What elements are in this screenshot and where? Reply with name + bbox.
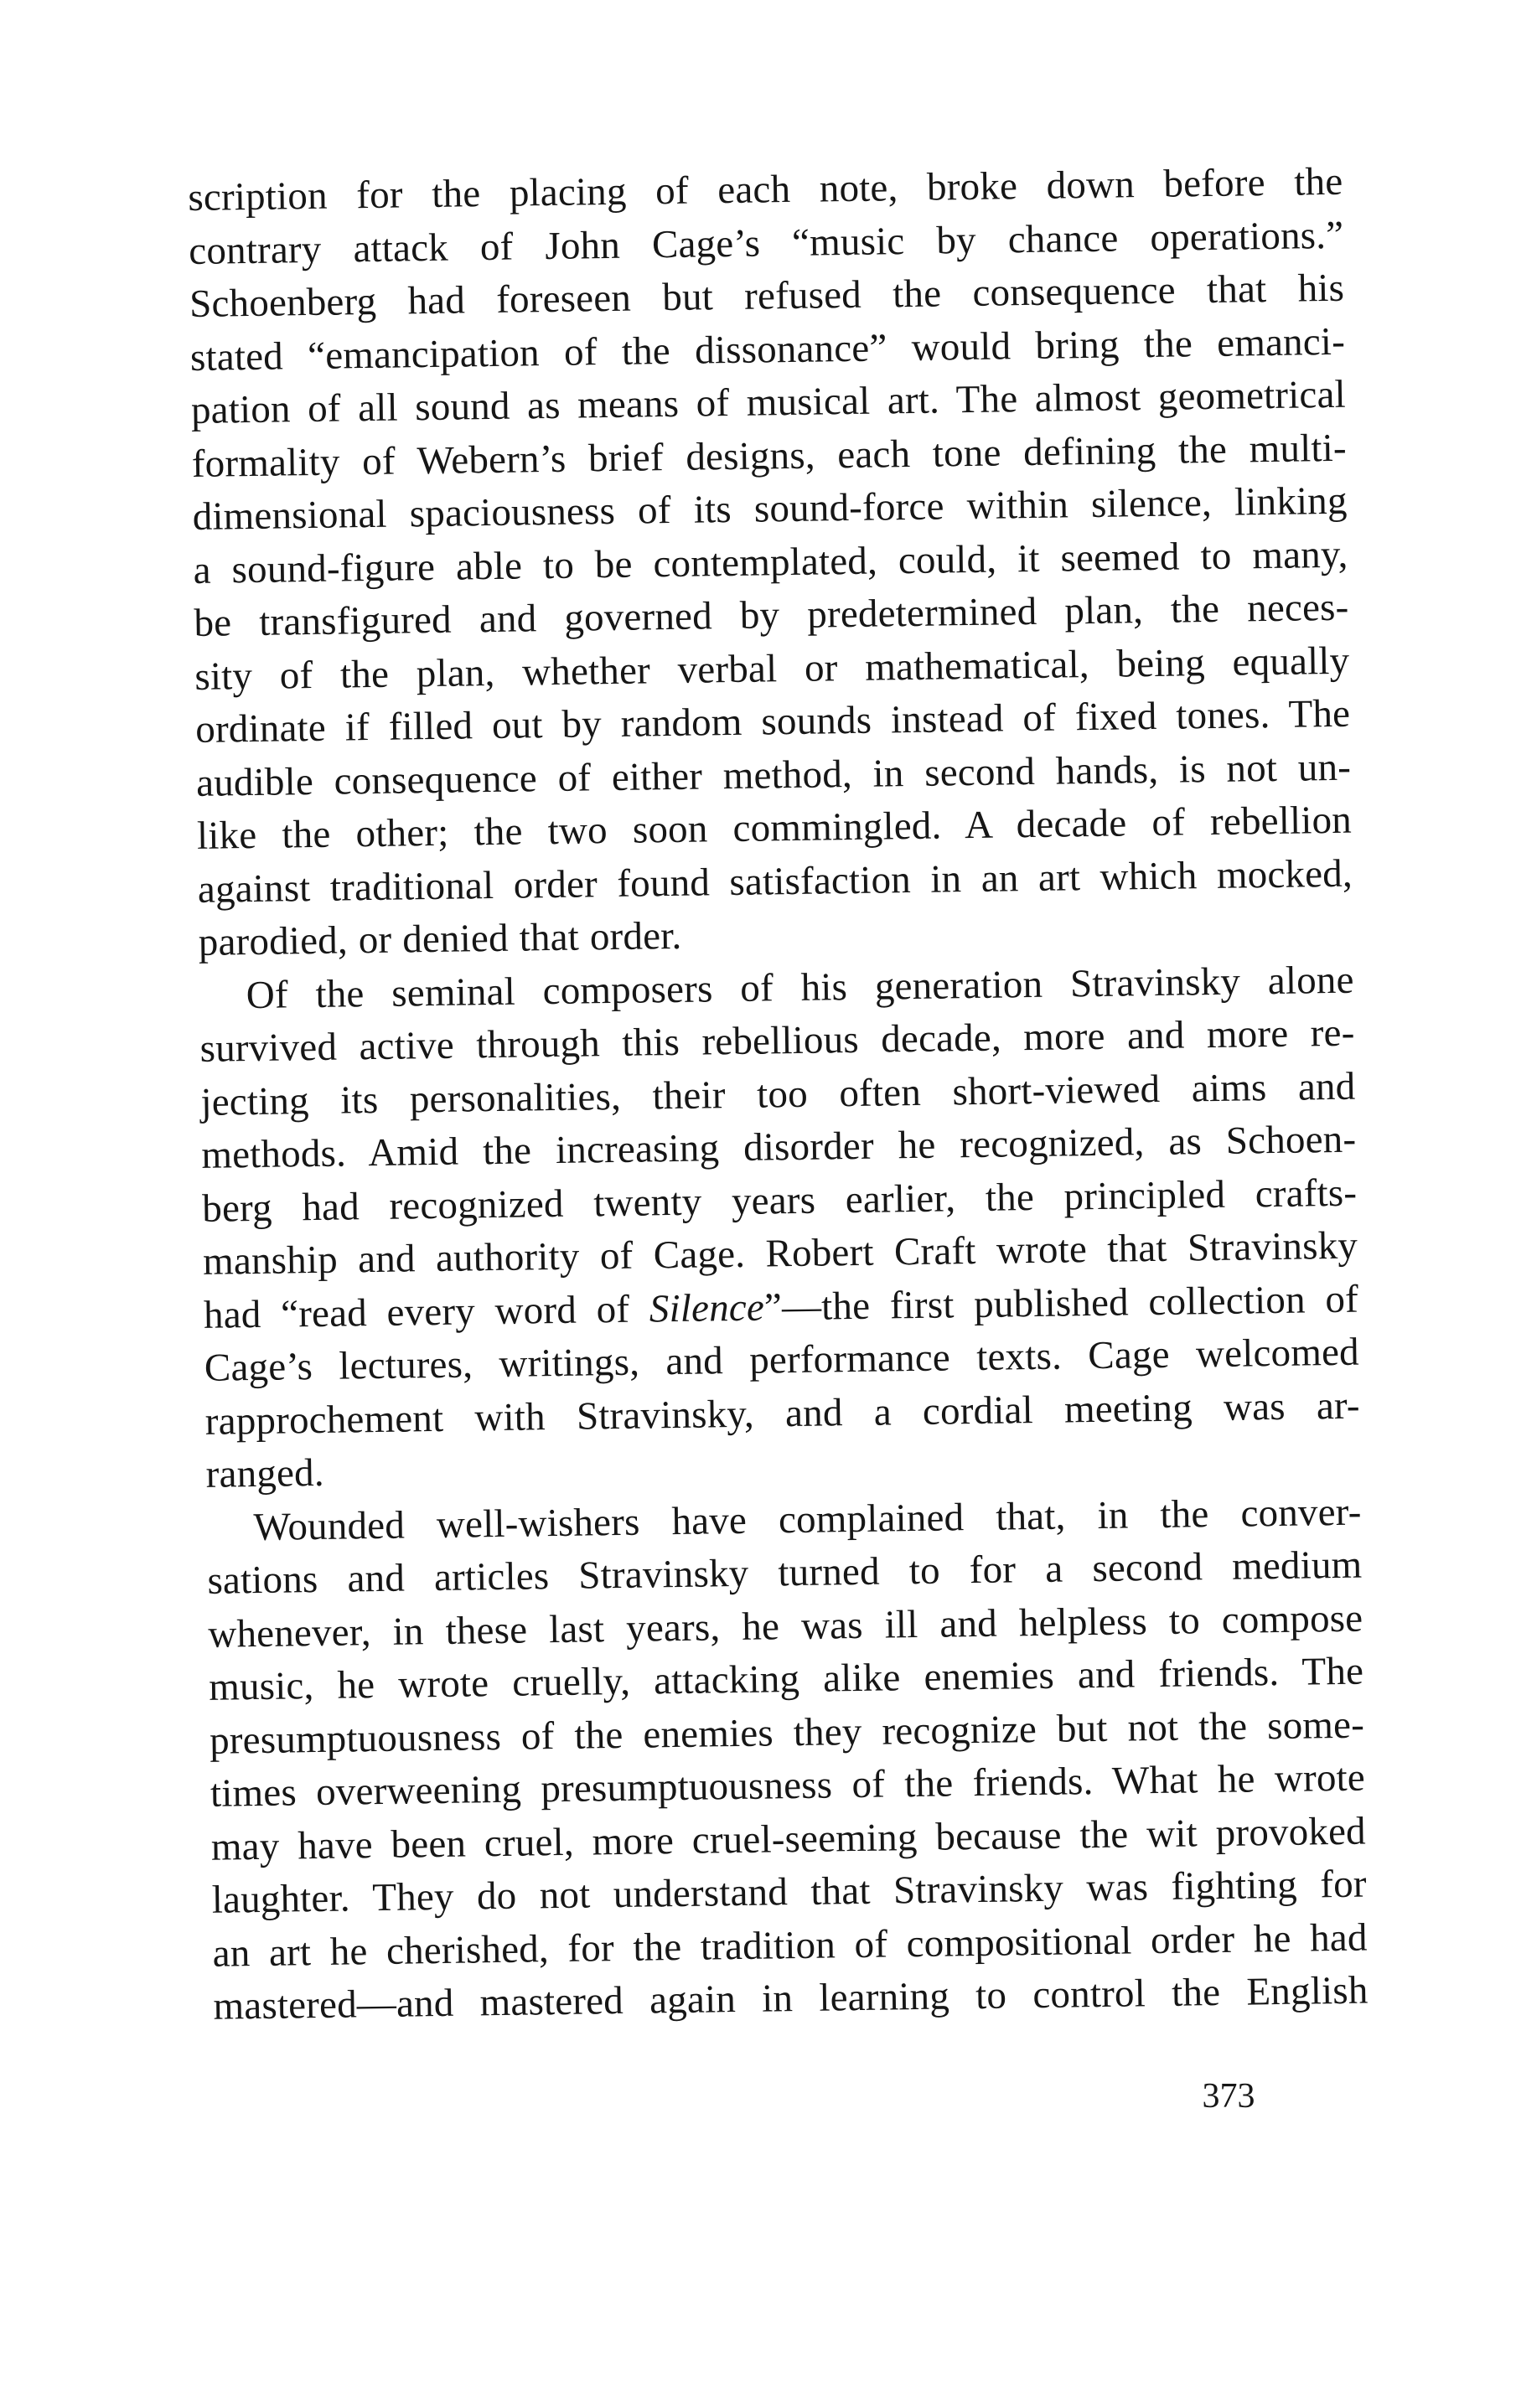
text-line: against traditional order found satisfaction in an art which mocked, <box>197 851 1353 912</box>
text-line: presumptuousness of the enemies they recognize but not the some- <box>209 1703 1365 1763</box>
text-line: may have been cruel, more cruel-seeming because the wit provoked <box>210 1809 1367 1869</box>
text-line: music, he wrote cruelly, attacking alike enemies and friends. The <box>208 1649 1364 1709</box>
text-line: rapprochement with Stravinsky, and a cordial meeting was ar- <box>204 1383 1361 1444</box>
text-line: sity of the plan, whether verbal or mathematical, being equally <box>194 638 1350 699</box>
text-line: mastered—and mastered again in learning to control the English <box>213 1968 1369 2028</box>
text-line: ranged. <box>205 1450 325 1496</box>
text-line: Cage’s lectures, writings, and performance texts. Cage welcomed <box>204 1330 1360 1390</box>
text-line: an art he cherished, for the tradition of compositional order he had <box>212 1915 1368 1976</box>
text-line: Wounded well-wishers have complained that, in the conver- <box>253 1490 1362 1549</box>
text-line: scription for the placing of each note, broke down before the <box>188 159 1343 220</box>
text-line: contrary attack of John Cage’s “music by chance operations.” <box>188 213 1344 273</box>
text-line: like the other; the two soon commingled. A decade of rebellion <box>196 798 1353 858</box>
book-title-silence: Silence <box>649 1285 765 1331</box>
text-line: stated “emancipation of the dissonance” would bring the emanci- <box>189 319 1346 380</box>
text-fragment: ”—the first published collection of <box>763 1277 1359 1330</box>
text-line: berg had recognized twenty years earlier, the principled crafts- <box>201 1170 1358 1231</box>
paragraph-2 <box>199 953 1361 1501</box>
text-line: manship and authority of Cage. Robert Craft wrote that Stravinsky <box>202 1223 1358 1284</box>
text-fragment: had “read every word of <box>203 1286 650 1337</box>
text-line: methods. Amid the increasing disorder he recognized, as Schoen- <box>201 1117 1357 1177</box>
text-line: audible consequence of either method, in second hands, is not un- <box>195 745 1352 805</box>
body-text <box>188 156 1369 2034</box>
text-line: be transfigured and governed by predetermined plan, the neces- <box>194 585 1349 645</box>
text-line: laughter. They do not understand that Stravinsky was fighting for <box>211 1862 1368 1922</box>
text-line: Schoenberg had foreseen but refused the consequence that his <box>189 266 1345 326</box>
text-line: jecting its personalities, their too often short-viewed aims and <box>200 1064 1356 1124</box>
text-line: a sound-figure able to be contemplated, could, it seemed to many, <box>193 532 1348 592</box>
text-line: survived active through this rebellious decade, more and more re- <box>199 1010 1355 1071</box>
text-line: whenever, in these last years, he was ill and helpless to compose <box>208 1596 1363 1656</box>
text-line: times overweening presumptuousness of the friends. What he wrote <box>210 1755 1366 1816</box>
text-line: ordinate if filled out by random sounds instead of fixed tones. The <box>194 691 1351 752</box>
text-line: dimensional spaciousness of its sound-force within silence, linking <box>192 478 1348 539</box>
text-line: pation of all sound as means of musical art. The almost geometrical <box>190 372 1347 432</box>
paragraph-3 <box>206 1486 1369 2033</box>
text-line: formality of Webern’s brief designs, each tone defining the multi- <box>191 426 1348 486</box>
text-line: sations and articles Stravinsky turned to for a second medium <box>207 1542 1363 1603</box>
text-line: parodied, or denied that order. <box>198 913 682 964</box>
page-number: 373 <box>1202 2077 1255 2116</box>
text-line: Of the seminal composers of his generation Stravinsky alone <box>246 958 1354 1017</box>
paragraph-1 <box>188 156 1353 970</box>
